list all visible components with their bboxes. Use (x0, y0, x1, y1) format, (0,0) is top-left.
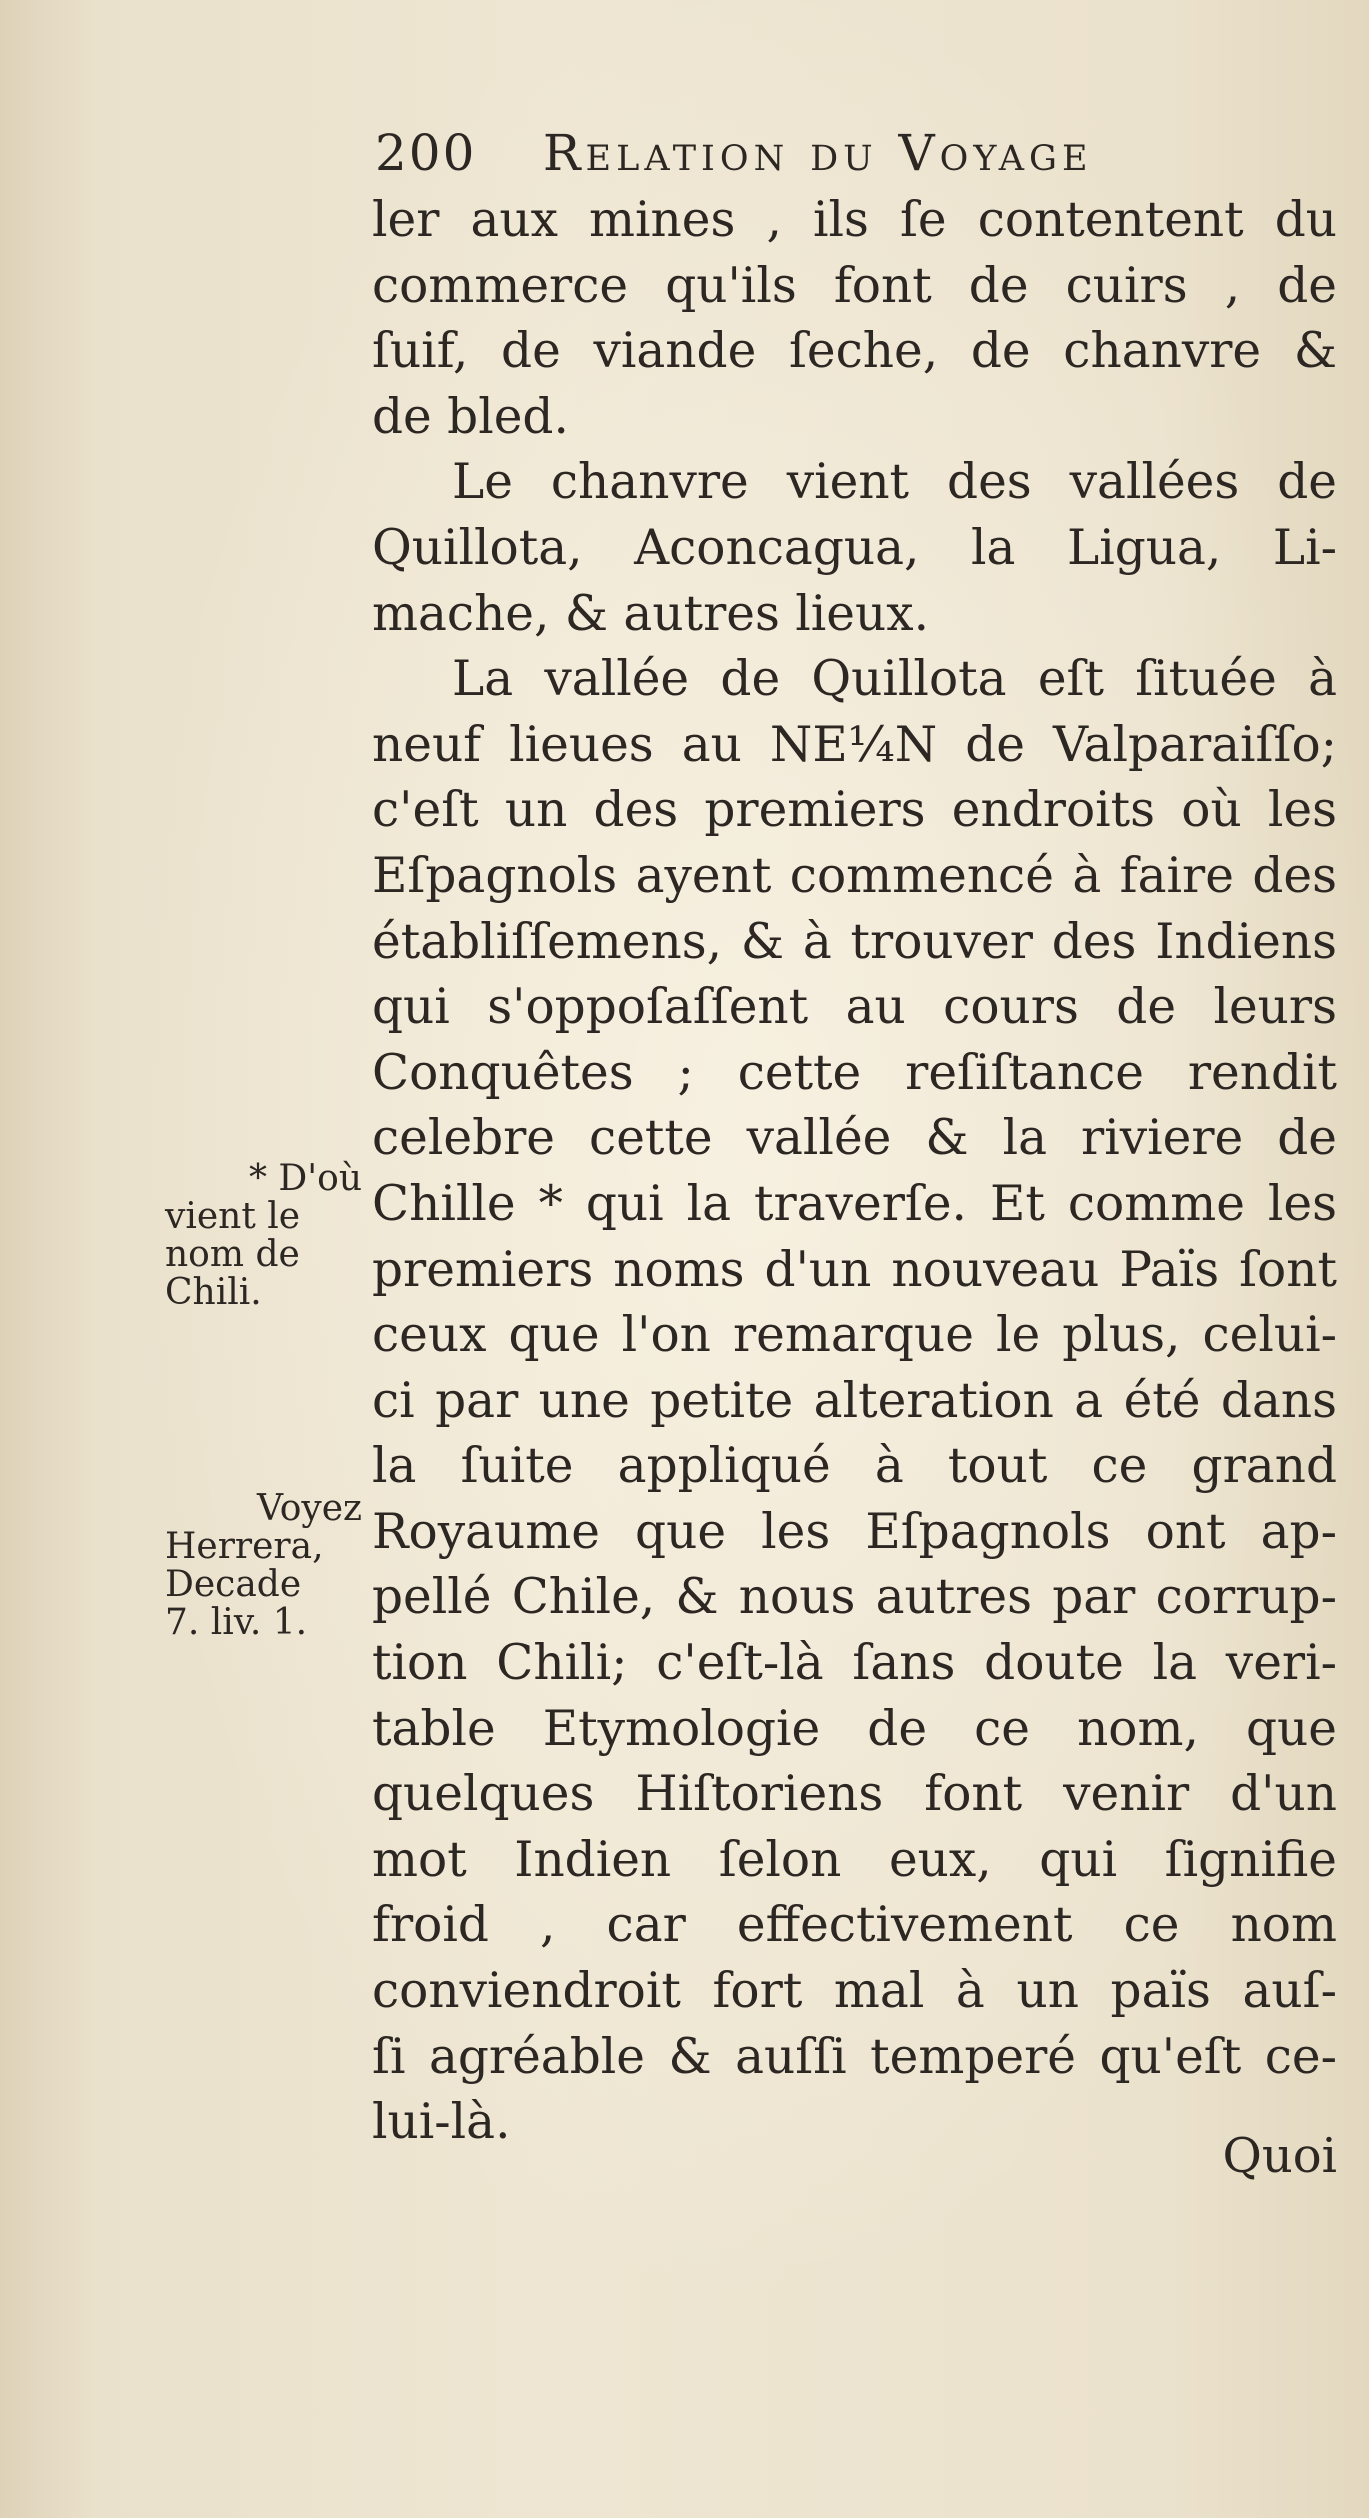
text-line: froid , car effectivement ce nom (372, 1897, 1337, 1954)
margin-note-line: Herrera, (165, 1526, 324, 1567)
text-line: ceux que l'on remarque le plus, celui- (372, 1307, 1337, 1364)
text-line: La vallée de Quillota eſt ſituée à (452, 651, 1337, 708)
page-number: 200 (375, 124, 477, 182)
text-line: la ſuite appliqué à tout ce grand (372, 1438, 1337, 1495)
text-line: établiſſemens, & à trouver des Indiens (372, 913, 1337, 970)
text-line: ci par une petite alteration a été dans (372, 1372, 1337, 1429)
text-line: conviendroit fort mal à un païs auſ- (372, 1963, 1337, 2020)
text-line: c'eſt un des premiers endroits où les (372, 782, 1337, 839)
text-line: qui s'oppoſaſſent au cours de leurs (372, 979, 1337, 1036)
text-line: lui-là. (372, 2094, 511, 2151)
text-line: mache, & autres lieux. (372, 585, 929, 642)
text-line: Quillota, Aconcagua, la Ligua, Li- (372, 519, 1337, 576)
margin-note-chili-origin (165, 1160, 370, 1312)
margin-note-line: 7. liv. 1. (165, 1602, 308, 1643)
margin-note-line: Voyez (257, 1488, 362, 1529)
text-line: Le chanvre vient des vallées de (452, 454, 1337, 511)
text-line: mot Indien ſelon eux, qui ſignifie (372, 1831, 1337, 1888)
margin-note-herrera-reference (165, 1490, 370, 1642)
text-line: ſi agréable & auſſi temperé qu'eſt ce- (372, 2028, 1337, 2085)
text-line: de bled. (372, 388, 569, 445)
margin-note-line: vient le (165, 1196, 301, 1237)
body-text (372, 188, 1337, 2156)
catchword: Quoi (1222, 2128, 1337, 2184)
text-line: commerce qu'ils font de cuirs , de (372, 257, 1337, 314)
text-line: Chille * qui la traverſe. Et comme les (372, 1175, 1337, 1232)
margin-note-line: Decade (165, 1564, 302, 1605)
text-line: premiers noms d'un nouveau Païs ſont (372, 1241, 1337, 1298)
text-line: Conquêtes ; cette reſiſtance rendit (372, 1044, 1337, 1101)
margin-note-line: * D'où (248, 1158, 362, 1199)
page-header (375, 118, 1335, 188)
text-line: ler aux mines , ils ſe contentent du (372, 192, 1337, 248)
text-line: Royaume que les Eſpagnols ont ap- (372, 1503, 1337, 1560)
text-line: Eſpagnols ayent commencé à faire des (372, 847, 1337, 904)
margin-note-line: nom de (165, 1234, 300, 1275)
text-line: tion Chili; c'eſt-là ſans doute la veri- (372, 1635, 1337, 1692)
text-line: celebre cette vallée & la riviere de (372, 1110, 1337, 1167)
margin-note-line: Chili. (165, 1272, 262, 1313)
text-line: pellé Chile, & nous autres par corrup- (372, 1569, 1337, 1626)
text-line: ſuif, de viande ſeche, de chanvre & (372, 323, 1337, 380)
text-line: table Etymologie de ce nom, que (372, 1700, 1337, 1757)
running-title: Relation du Voyage (542, 124, 1093, 182)
text-line: quelques Hiſtoriens font venir d'un (372, 1766, 1337, 1823)
text-line: neuf lieues au NE¼N de Valparaiſſo; (372, 716, 1337, 773)
